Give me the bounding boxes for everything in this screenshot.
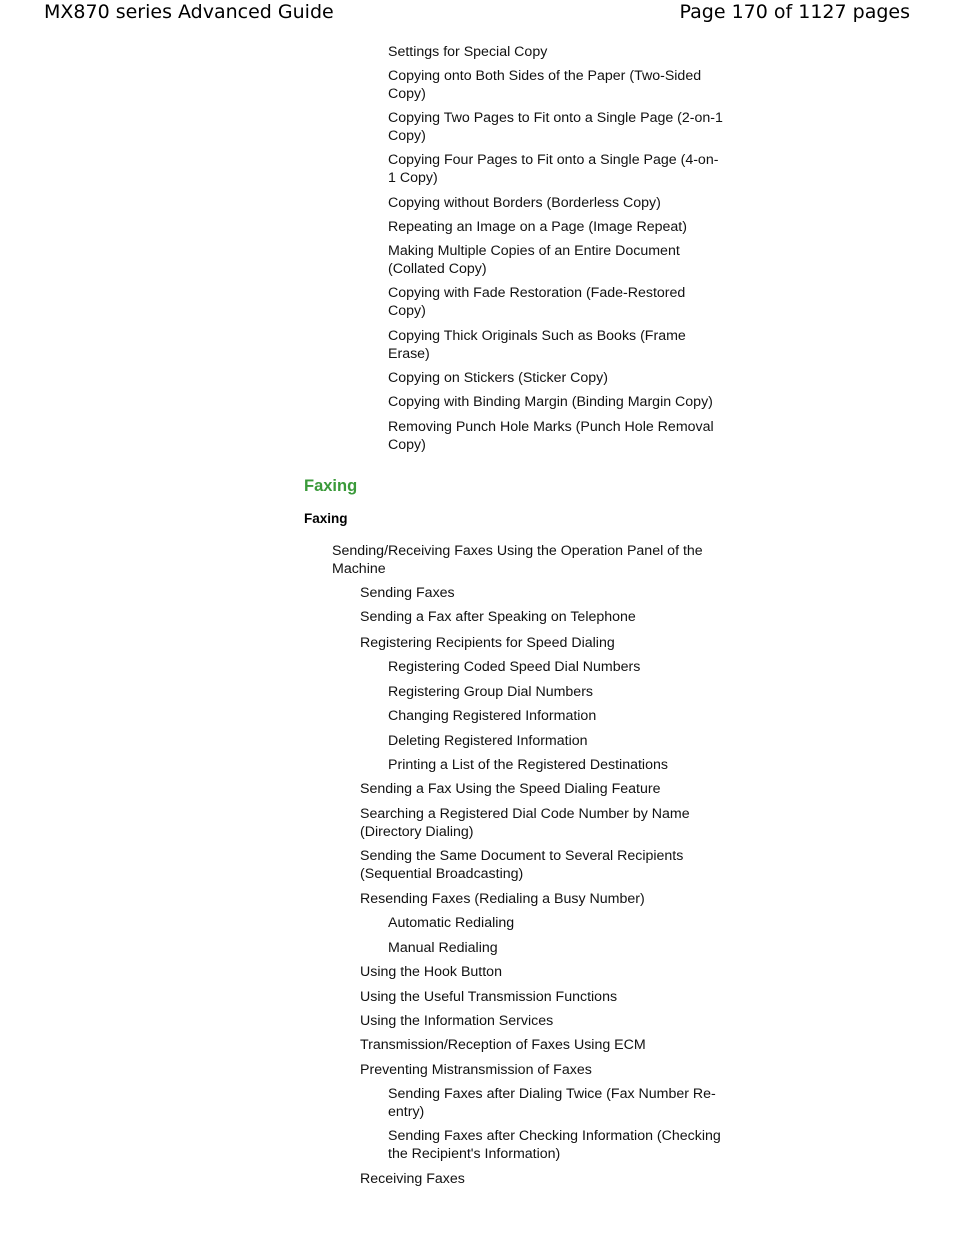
toc-link-settings-special-copy[interactable]: Settings for Special Copy [388,44,548,60]
toc-link-preventing-mistransmission[interactable]: Preventing Mistransmission of Faxes [360,1062,592,1078]
toc-link-useful-transmission[interactable]: Using the Useful Transmission Functions [360,989,618,1005]
toc-link-fax-after-speaking[interactable]: Sending a Fax after Speaking on Telephone [360,609,636,625]
toc-link-ecm[interactable]: Transmission/Reception of Faxes Using ECM [360,1037,646,1053]
toc-link-2-on-1-copy[interactable]: Copying Two Pages to Fit onto a Single Page (2-on-1 Copy) [388,110,723,144]
sub-heading-faxing[interactable]: Faxing [304,511,348,526]
toc-link-manual-redialing[interactable]: Manual Redialing [388,940,498,956]
toc-link-information-services[interactable]: Using the Information Services [360,1013,554,1029]
toc-link-directory-dialing[interactable]: Searching a Registered Dial Code Number by Name (Directory Dialing) [360,806,690,840]
toc-link-borderless-copy[interactable]: Copying without Borders (Borderless Copy) [388,195,661,211]
toc-link-receiving-faxes[interactable]: Receiving Faxes [360,1171,465,1187]
toc-link-deleting-registered-info[interactable]: Deleting Registered Information [388,733,588,749]
toc-link-punch-hole-removal-copy[interactable]: Removing Punch Hole Marks (Punch Hole Removal Copy) [388,419,714,453]
toc-link-two-sided-copy[interactable]: Copying onto Both Sides of the Paper (Two-Sided Copy) [388,68,702,102]
toc-link-changing-registered-info[interactable]: Changing Registered Information [388,708,597,724]
toc-link-sending-faxes[interactable]: Sending Faxes [360,585,455,601]
toc-link-frame-erase[interactable]: Copying Thick Originals Such as Books (Frame Erase) [388,328,686,362]
toc-link-image-repeat[interactable]: Repeating an Image on a Page (Image Repeat) [388,219,687,235]
toc-link-4-on-1-copy[interactable]: Copying Four Pages to Fit onto a Single Page (4-on-1 Copy) [388,152,719,186]
toc-link-resending-faxes[interactable]: Resending Faxes (Redialing a Busy Number) [360,891,645,907]
toc-link-checking-recipient-info[interactable]: Sending Faxes after Checking Information (Checking the Recipient's Information) [388,1128,721,1162]
section-heading-faxing: Faxing [304,477,358,495]
toc-link-printing-destinations-list[interactable]: Printing a List of the Registered Destinations [388,757,668,773]
toc-link-registering-recipients[interactable]: Registering Recipients for Speed Dialing [360,635,615,651]
toc-link-fade-restored-copy[interactable]: Copying with Fade Restoration (Fade-Restored Copy) [388,285,686,319]
document-title: MX870 series Advanced Guide [44,1,334,23]
toc-link-binding-margin-copy[interactable]: Copying with Binding Margin (Binding Margin Copy) [388,394,713,410]
toc-link-sticker-copy[interactable]: Copying on Stickers (Sticker Copy) [388,370,608,386]
toc-link-group-dial[interactable]: Registering Group Dial Numbers [388,684,594,700]
page-number: Page 170 of 1127 pages [679,1,910,23]
toc-link-coded-speed-dial[interactable]: Registering Coded Speed Dial Numbers [388,659,641,675]
toc-link-collated-copy[interactable]: Making Multiple Copies of an Entire Document (Collated Copy) [388,243,680,277]
toc-link-automatic-redialing[interactable]: Automatic Redialing [388,915,515,931]
toc-link-speed-dialing-feature[interactable]: Sending a Fax Using the Speed Dialing Feature [360,781,661,797]
toc-link-hook-button[interactable]: Using the Hook Button [360,964,502,980]
toc-link-fax-number-reentry[interactable]: Sending Faxes after Dialing Twice (Fax Number Re-entry) [388,1086,716,1120]
toc-link-fax-operation-panel[interactable]: Sending/Receiving Faxes Using the Operation Panel of the Machine [332,543,703,577]
toc-link-sequential-broadcasting[interactable]: Sending the Same Document to Several Recipients (Sequential Broadcasting) [360,848,684,882]
